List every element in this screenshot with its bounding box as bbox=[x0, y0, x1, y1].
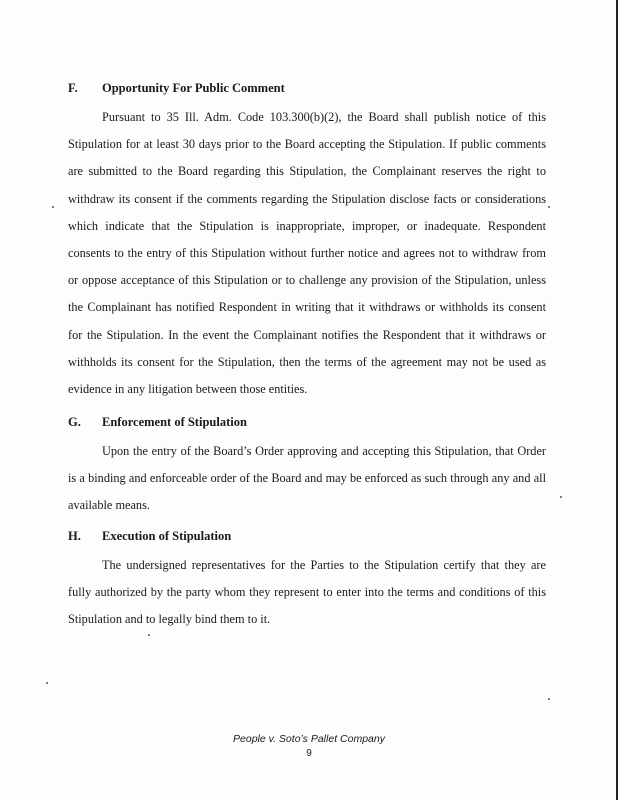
section-paragraph: The undersigned representatives for the Parties to the Stipulation certify that they are fully authorized by the party whom they represent to enter into the terms and conditions of this Stipulation and to legally bind them to it. bbox=[68, 558, 546, 627]
scan-speck bbox=[548, 698, 550, 700]
scan-speck bbox=[548, 206, 550, 208]
section-title: Opportunity For Public Comment bbox=[102, 81, 285, 95]
section-title: Execution of Stipulation bbox=[102, 529, 232, 543]
section-f bbox=[68, 80, 546, 403]
scan-speck bbox=[148, 634, 150, 636]
footer-case-name: People v. Soto’s Pallet Company bbox=[233, 733, 385, 745]
section-letter: G. bbox=[68, 415, 81, 429]
section-g bbox=[68, 414, 546, 520]
scan-speck bbox=[46, 682, 48, 684]
section-letter: H. bbox=[68, 529, 81, 543]
footer-page-number: 9 bbox=[306, 748, 312, 759]
section-h bbox=[68, 528, 546, 634]
section-heading bbox=[68, 414, 546, 430]
section-paragraph: Upon the entry of the Board’s Order approving and accepting this Stipulation, that Order is a binding and enforceable order of the Board and may be enforced as such through any and all available means. bbox=[68, 444, 546, 513]
section-title: Enforcement of Stipulation bbox=[102, 415, 247, 429]
section-heading bbox=[68, 528, 546, 544]
section-letter: F. bbox=[68, 81, 78, 95]
section-paragraph: Pursuant to 35 Ill. Adm. Code 103.300(b)(2), the Board shall publish notice of this Stipulation for at least 30 days prior to the Board accepting the Stipulation. If public comments are submitted to the Board regarding this Stipulation, the Complainant reserves the right to withdraw its consent if the comments regarding the Stipulation disclose facts or considerations which indicate that the Stipulation is inappropriate, improper, or inadequate. Respondent consents to the entry of this Stipulation without further notice and agrees not to withdraw from or oppose acceptance of this Stipulation or to challenge any provision of the Stipulation, unless the Complainant has notified Respondent in writing that it withdraws or withholds its consent for the Stipulation. In the event the Complainant notifies the Respondent that it withdraws or withholds its consent for the Stipulation, then the terms of the agreement may not be used as evidence in any litigation between those entities. bbox=[68, 110, 546, 397]
section-heading bbox=[68, 80, 546, 96]
scan-speck bbox=[52, 206, 54, 208]
scan-speck bbox=[560, 496, 562, 498]
